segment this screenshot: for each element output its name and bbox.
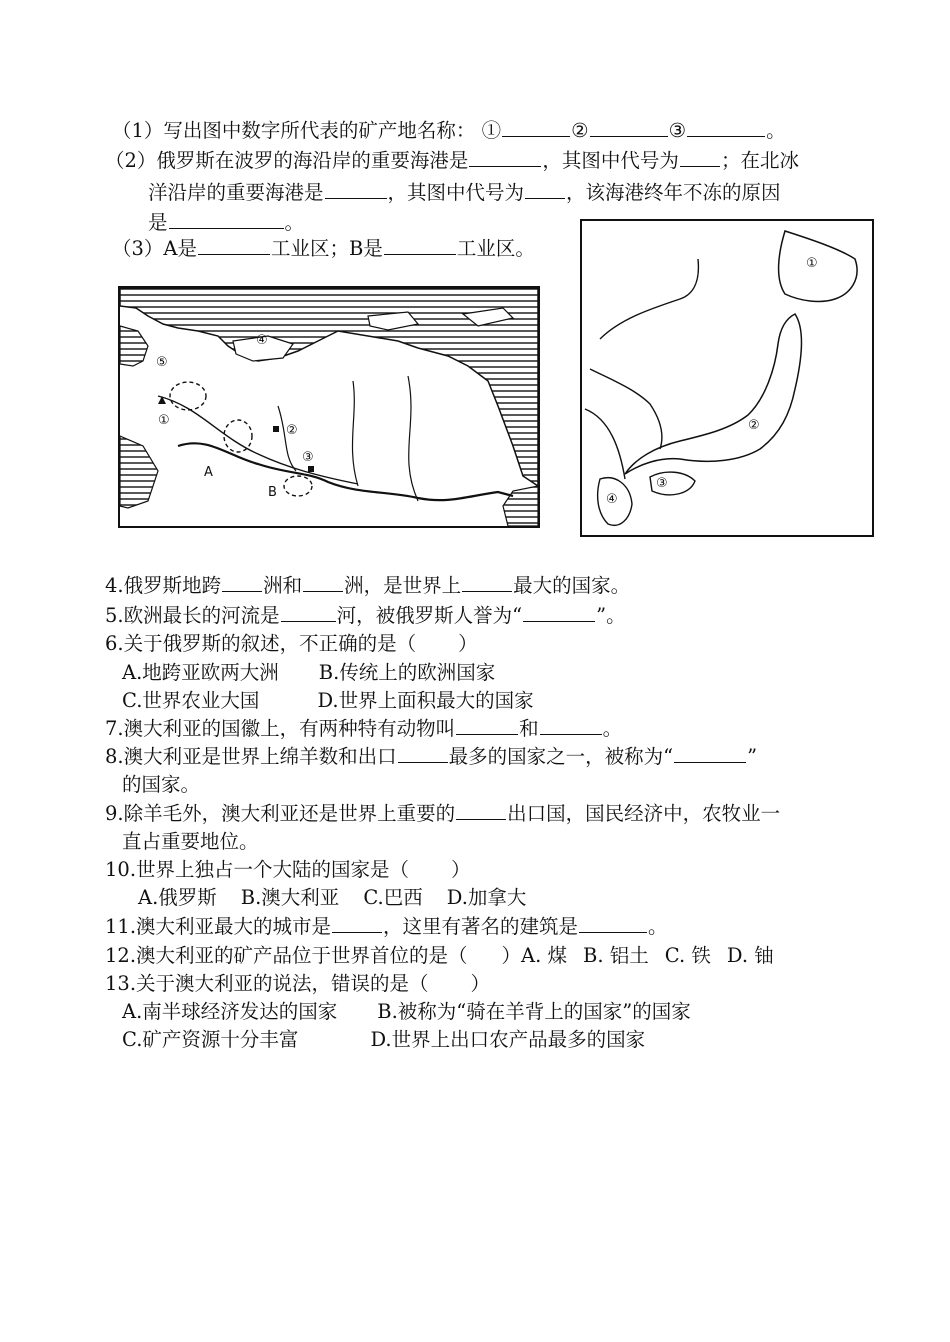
q8-line-2 bbox=[122, 772, 200, 798]
q10-option-b[interactable]: B.澳大利亚 bbox=[240, 886, 340, 909]
q10-text: 10.世界上独占一个大陆的国家是（ bbox=[105, 858, 410, 881]
q12-option-a[interactable]: A. 煤 bbox=[521, 944, 568, 967]
russia-label-4: ④ bbox=[256, 333, 268, 348]
q1-mark-3: ③ bbox=[668, 119, 687, 142]
q10-option-c[interactable]: C.巴西 bbox=[363, 886, 423, 909]
q4-blank-3[interactable] bbox=[462, 573, 512, 592]
q11-text: 11.澳大利亚最大的城市是 bbox=[105, 915, 332, 938]
q9-blank-1[interactable] bbox=[456, 801, 506, 820]
q12-text: 12.澳大利亚的矿产品位于世界首位的是（ bbox=[105, 944, 468, 967]
q12-text: ） bbox=[501, 944, 522, 967]
q10-option-a[interactable]: A.俄罗斯 bbox=[138, 886, 217, 909]
q6-options-2 bbox=[122, 688, 534, 714]
q3-blank-2[interactable] bbox=[384, 236, 456, 255]
q2-text: ，其图中代号为 bbox=[387, 181, 525, 204]
japan-map bbox=[580, 219, 874, 537]
q4-blank-2[interactable] bbox=[303, 573, 343, 592]
q2-blank-1[interactable] bbox=[469, 148, 541, 167]
q2-text: ，其图中代号为 bbox=[542, 149, 679, 172]
russia-map-figure bbox=[118, 286, 540, 530]
q11-blank-2[interactable] bbox=[579, 914, 647, 933]
russia-label-3: ③ bbox=[302, 450, 314, 465]
japan-label-4: ④ bbox=[606, 492, 618, 507]
q4-text: 洲和 bbox=[263, 574, 303, 597]
q9-line-1 bbox=[105, 801, 780, 827]
q9-text: 直占重要地位。 bbox=[122, 830, 259, 853]
q3-text: （3）A是 bbox=[112, 237, 197, 260]
q11-line bbox=[105, 914, 668, 940]
q5-text: ”。 bbox=[596, 604, 626, 627]
japan-label-3: ③ bbox=[656, 476, 668, 491]
q3-text: 工业区。 bbox=[456, 237, 535, 260]
q6-text: 6.关于俄罗斯的叙述，不正确的是（ bbox=[105, 632, 417, 655]
q10-option-d[interactable]: D.加拿大 bbox=[446, 886, 527, 909]
q11-text: 。 bbox=[648, 915, 668, 938]
q4-line bbox=[105, 573, 630, 599]
q5-text: 5.欧洲最长的河流是 bbox=[105, 604, 280, 627]
q13-option-d[interactable]: D.世界上出口农产品最多的国家 bbox=[370, 1028, 646, 1051]
q12-option-c[interactable]: C. 铁 bbox=[664, 944, 711, 967]
japan-map-figure bbox=[580, 219, 874, 537]
q1-line bbox=[112, 118, 786, 144]
q10-options bbox=[138, 885, 526, 911]
q9-text: 出口国，国民经济中，农牧业一 bbox=[507, 802, 781, 825]
q5-line bbox=[105, 603, 626, 629]
q11-text: ，这里有著名的建筑是 bbox=[383, 915, 579, 938]
q1-mark-2: ② bbox=[571, 119, 589, 142]
q2-line-2 bbox=[148, 180, 781, 206]
q7-text: 7.澳大利亚的国徽上，有两种特有动物叫 bbox=[105, 717, 456, 740]
russia-label-1: ① bbox=[158, 413, 170, 428]
q2-line-3 bbox=[148, 210, 304, 236]
q6-stem bbox=[105, 631, 478, 657]
q13-option-a[interactable]: A.南半球经济发达的国家 bbox=[122, 1000, 338, 1023]
q1-blank-2[interactable] bbox=[590, 118, 668, 137]
q5-blank-2[interactable] bbox=[523, 603, 595, 622]
q4-text: 洲，是世界上 bbox=[344, 574, 462, 597]
q8-text: 最多的国家之一，被称为“ bbox=[448, 745, 674, 768]
q1-blank-3[interactable] bbox=[687, 118, 765, 137]
q2-text: （2）俄罗斯在波罗的海沿岸的重要海港是 bbox=[105, 149, 469, 172]
q13-text: ） bbox=[470, 972, 491, 995]
q7-text: 和 bbox=[519, 717, 539, 740]
q7-line bbox=[105, 716, 622, 742]
q2-blank-2[interactable] bbox=[680, 148, 720, 167]
q8-line-1 bbox=[105, 744, 757, 770]
q4-text: 4.俄罗斯地跨 bbox=[105, 574, 222, 597]
russia-label-B: B bbox=[268, 485, 277, 500]
russia-label-5: ⑤ bbox=[156, 355, 168, 370]
japan-label-1: ① bbox=[806, 256, 818, 271]
q12-option-d[interactable]: D. 铀 bbox=[726, 944, 774, 967]
q7-text: 。 bbox=[602, 717, 623, 740]
q7-blank-1[interactable] bbox=[456, 716, 518, 735]
q8-text: ” bbox=[747, 745, 758, 768]
q9-line-2 bbox=[122, 829, 259, 855]
q10-stem bbox=[105, 857, 471, 883]
q13-options-2 bbox=[122, 1027, 645, 1053]
russia-label-A: A bbox=[204, 465, 213, 480]
q2-blank-3[interactable] bbox=[325, 180, 387, 199]
q2-blank-5[interactable] bbox=[169, 210, 284, 229]
q1-prefix: （1）写出图中数字所代表的矿产地名称： bbox=[112, 119, 476, 142]
q1-mark-1: ① bbox=[481, 119, 502, 142]
q9-text: 9.除羊毛外，澳大利亚还是世界上重要的 bbox=[105, 802, 456, 825]
q8-text: 8.澳大利亚是世界上绵羊数和出口 bbox=[105, 745, 397, 768]
q6-option-d[interactable]: D.世界上面积最大的国家 bbox=[317, 689, 534, 712]
q2-blank-4[interactable] bbox=[525, 180, 565, 199]
q5-text: 河，被俄罗斯人誉为“ bbox=[336, 604, 523, 627]
q3-line bbox=[112, 236, 535, 262]
q6-option-b[interactable]: B.传统上的欧洲国家 bbox=[318, 661, 496, 684]
q13-stem bbox=[105, 971, 490, 997]
q11-blank-1[interactable] bbox=[332, 914, 382, 933]
q7-blank-2[interactable] bbox=[540, 716, 602, 735]
q13-option-b[interactable]: B.被称为“骑在羊背上的国家”的国家 bbox=[377, 1000, 691, 1023]
russia-map bbox=[118, 286, 540, 530]
q5-blank-1[interactable] bbox=[281, 603, 336, 622]
q6-text: ） bbox=[458, 632, 478, 655]
q12-option-b[interactable]: B. 铝土 bbox=[583, 944, 649, 967]
q13-option-c[interactable]: C.矿产资源十分丰富 bbox=[122, 1028, 299, 1051]
q2-text: ；在北冰 bbox=[720, 149, 799, 172]
q6-option-a[interactable]: A.地跨亚欧两大洲 bbox=[122, 661, 279, 684]
q6-option-c[interactable]: C.世界农业大国 bbox=[122, 689, 260, 712]
q2-text: 。 bbox=[284, 211, 305, 234]
japan-label-2: ② bbox=[748, 418, 760, 433]
q10-text: ） bbox=[451, 858, 471, 881]
q2-text: 洋沿岸的重要海港是 bbox=[148, 181, 324, 204]
q13-options-1 bbox=[122, 999, 691, 1025]
q2-text: ，该海港终年不冻的原因 bbox=[566, 181, 781, 204]
q8-blank-2[interactable] bbox=[674, 744, 746, 763]
q3-text: 工业区；B是 bbox=[271, 237, 383, 260]
russia-label-2: ② bbox=[286, 423, 298, 438]
q1-end: 。 bbox=[766, 119, 786, 142]
q1-blank-1[interactable] bbox=[502, 118, 570, 137]
q13-text: 13.关于澳大利亚的说法，错误的是（ bbox=[105, 972, 429, 995]
q2-line-1 bbox=[105, 148, 799, 174]
q2-text: 是 bbox=[148, 211, 168, 234]
q12-line bbox=[105, 943, 774, 969]
q8-blank-1[interactable] bbox=[398, 744, 448, 763]
q6-options-1 bbox=[122, 660, 495, 686]
q8-text: 的国家。 bbox=[122, 773, 201, 796]
q4-text: 最大的国家。 bbox=[513, 574, 631, 597]
q3-blank-1[interactable] bbox=[198, 236, 270, 255]
q4-blank-1[interactable] bbox=[222, 573, 262, 592]
